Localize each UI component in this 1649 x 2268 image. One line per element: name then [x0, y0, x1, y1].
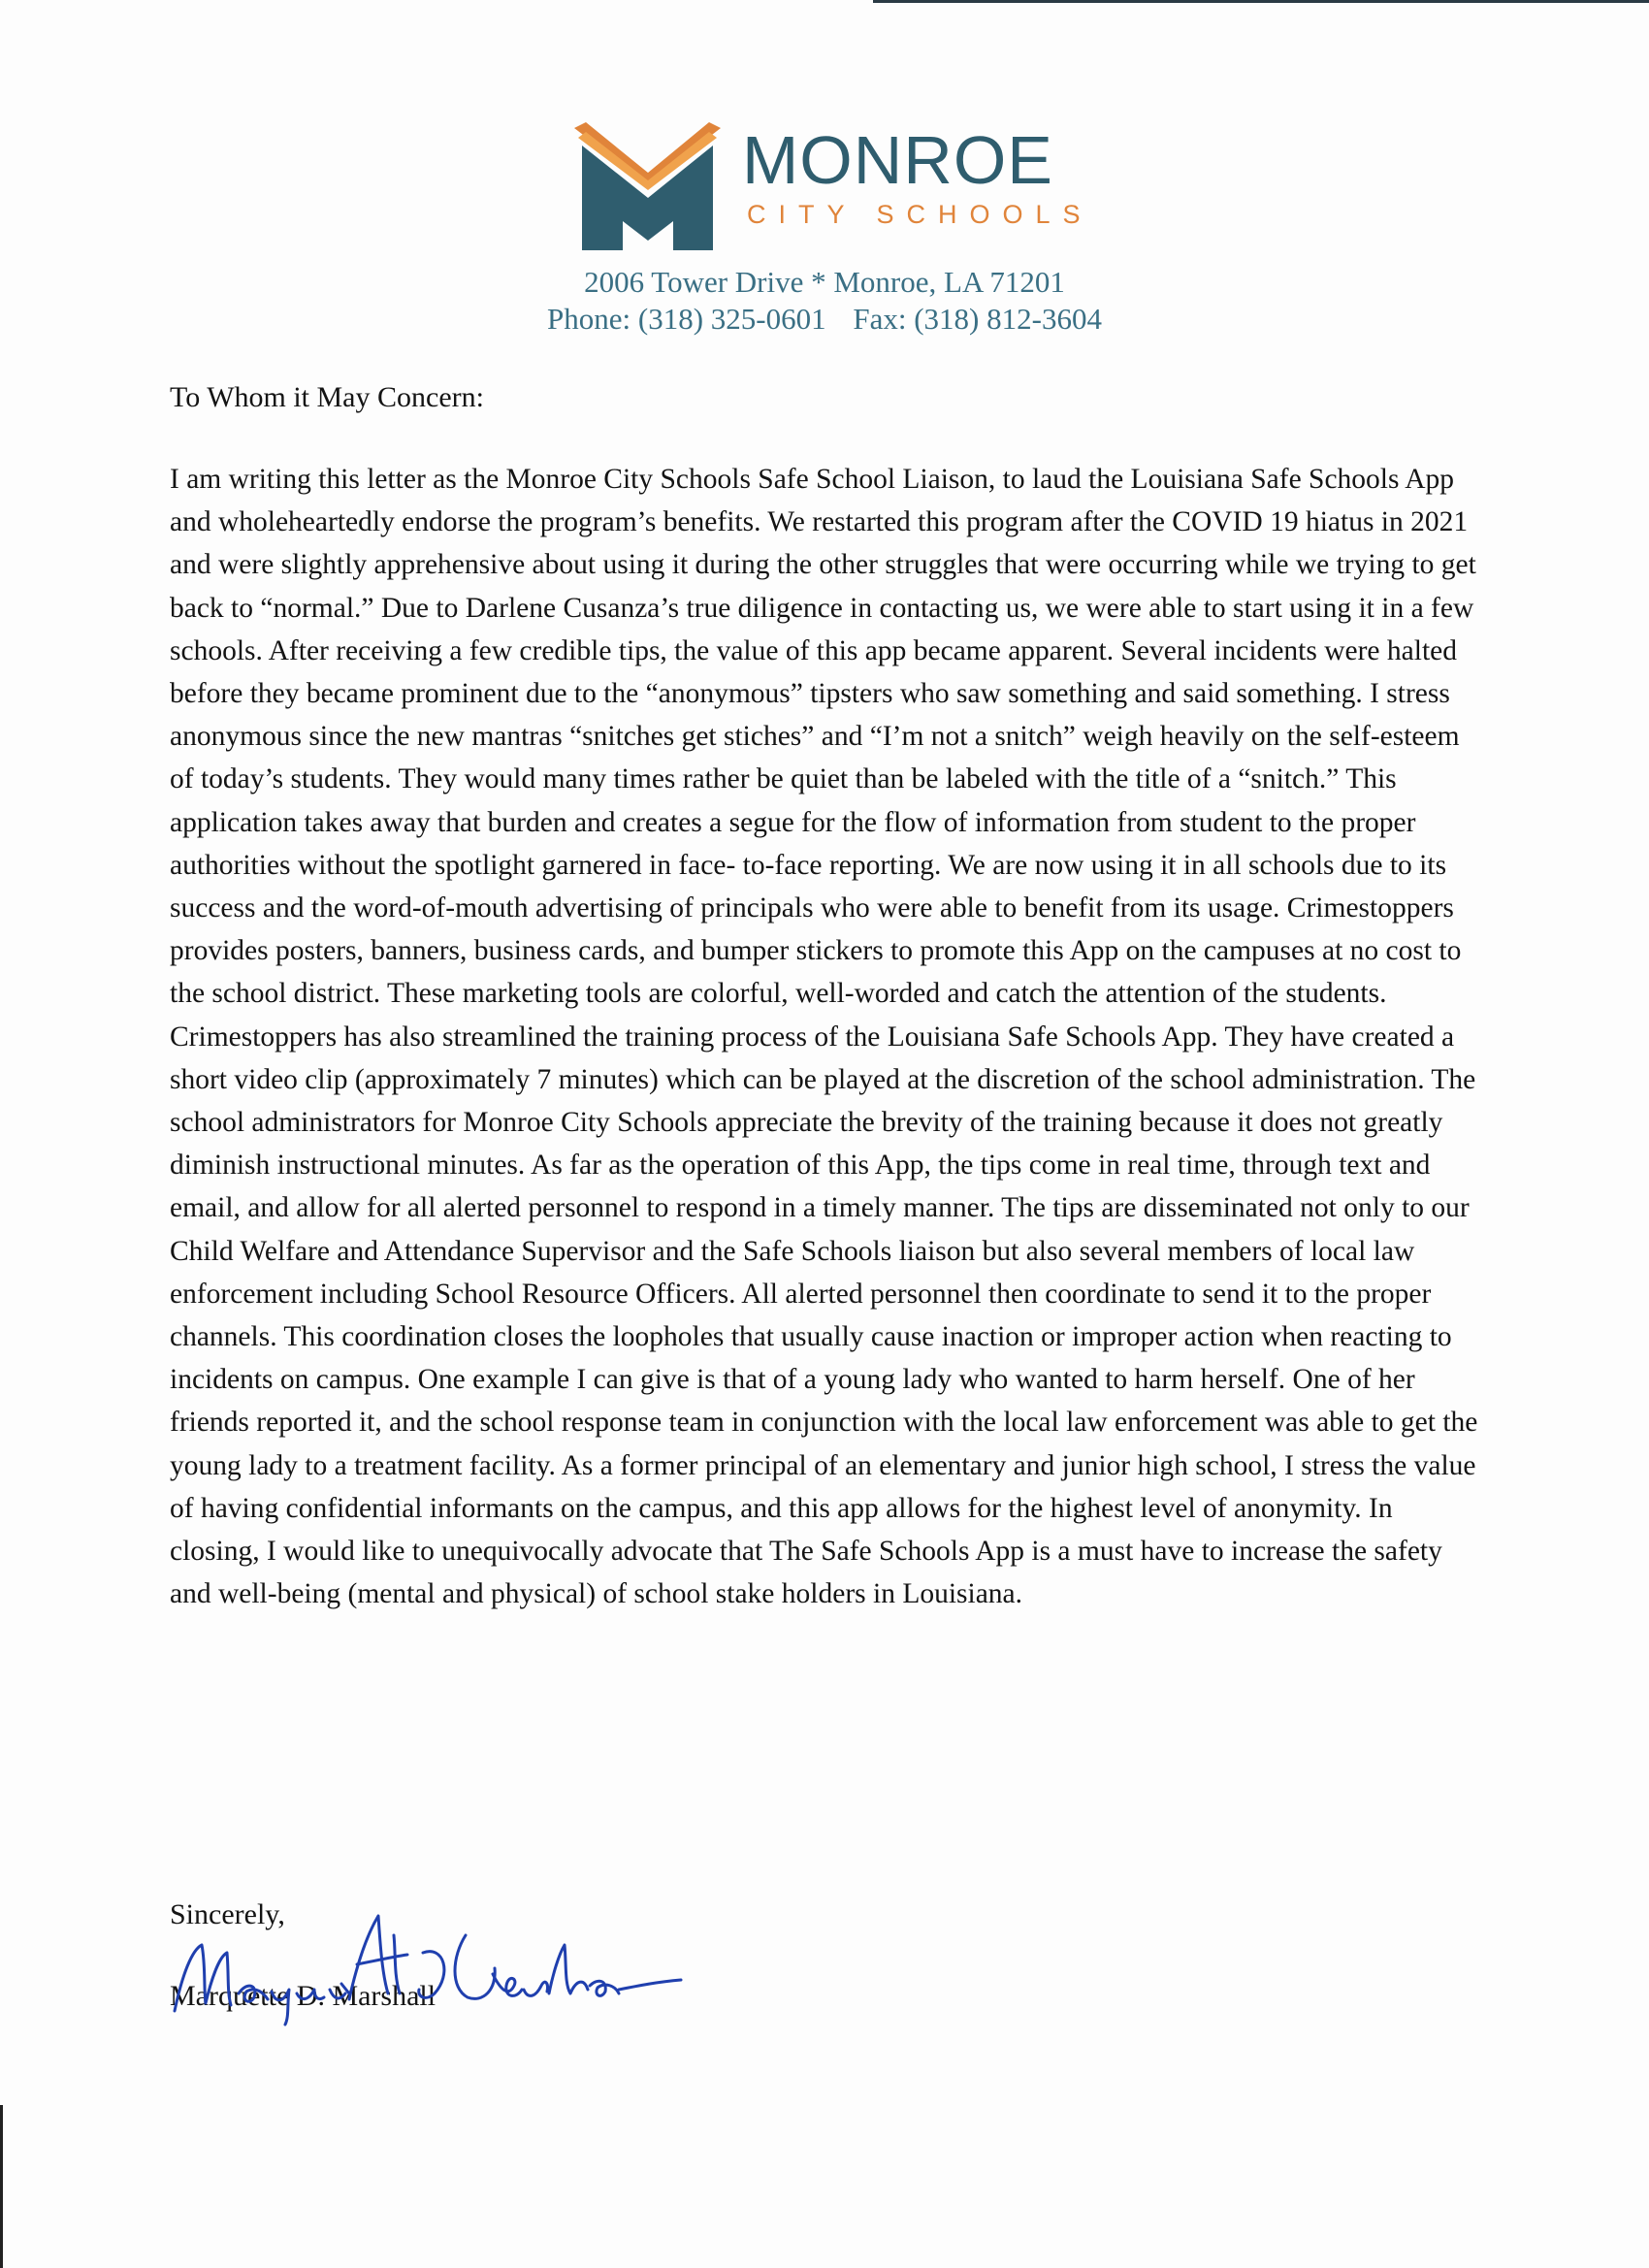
phone-number: Phone: (318) 325-0601 [547, 302, 826, 336]
fax-number: Fax: (318) 812-3604 [853, 302, 1102, 336]
scan-edge-top [873, 0, 1649, 3]
book-logo-icon [572, 116, 723, 257]
salutation: To Whom it May Concern: [170, 381, 484, 413]
org-subtitle: CITY SCHOOLS [747, 200, 1093, 229]
org-contact [0, 304, 1649, 334]
signer-name: Marquette D. Marshall [170, 1980, 436, 2012]
letterhead [0, 107, 1649, 340]
closing: Sincerely, [170, 1898, 285, 1930]
handwritten-signature [163, 1896, 687, 2032]
org-address: 2006 Tower Drive * Monroe, LA 71201 [584, 265, 1065, 299]
org-name: MONROE [742, 122, 1053, 198]
scan-edge-left [0, 2105, 3, 2268]
letter-body: I am writing this letter as the Monroe City Schools Safe School Liaison, to laud the Louisiana Safe Schools App and wholeheartedly endorse the program’s benefits. We restarted this program after the COVID 19 hiatus in 2021 and were slightly apprehensive about using it during the other struggles that were occurring while we trying to get back to “normal.” Due to Darlene Cusanza’s true diligence in contacting us, we were able to start using it in a few schools. After receiving a few credible tips, the value of this app became apparent. Several incidents were halted before they became prominent due to the “anonymous” tipsters who saw something and said something. I stress anonymous since the new mantras “snitches get stiches” and “I’m not a snitch” weigh heavily on the self-esteem of today’s students. They would many times rather be quiet than be labeled with the title of a “snitch.” This application takes away that burden and creates a segue for the flow of information from student to the proper authorities without the spotlight garnered in face- to-face reporting. We are now using it in all schools due to its success and the word-of-mouth advertising of principals who were able to benefit from its usage. Crimestoppers provides posters, banners, business cards, and bumper stickers to promote this App on the campuses at no cost to the school district. These marketing tools are colorful, well-worded and catch the attention of the students. Crimestoppers has also streamlined the training process of the Louisiana Safe Schools App. They have created a short video clip (approximately 7 minutes) which can be played at the discretion of the school administration. The school administrators for Monroe City Schools appreciate the brevity of the training because it does not greatly diminish instructional minutes. As far as the operation of this App, the tips come in real time, through text and email, and allow for all alerted personnel to respond in a timely manner. The tips are disseminated not only to our Child Welfare and Attendance Supervisor and the Safe Schools liaison but also several members of local law enforcement including School Resource Officers. All alerted personnel then coordinate to send it to the proper channels. This coordination closes the loopholes that usually cause inaction or improper action when reacting to incidents on campus. One example I can give is that of a young lady who wanted to harm herself. One of her friends reported it, and the school response team in conjunction with the local law enforcement was able to get the young lady to a treatment facility. As a former principal of an elementary and junior high school, I stress the value of having confidential informants on the campus, and this app allows for the highest level of anonymity. In closing, I would like to unequivocally advocate that The Safe Schools App is a must have to increase the safety and well-being (mental and physical) of school stake holders in Louisiana. [170, 464, 1478, 1610]
